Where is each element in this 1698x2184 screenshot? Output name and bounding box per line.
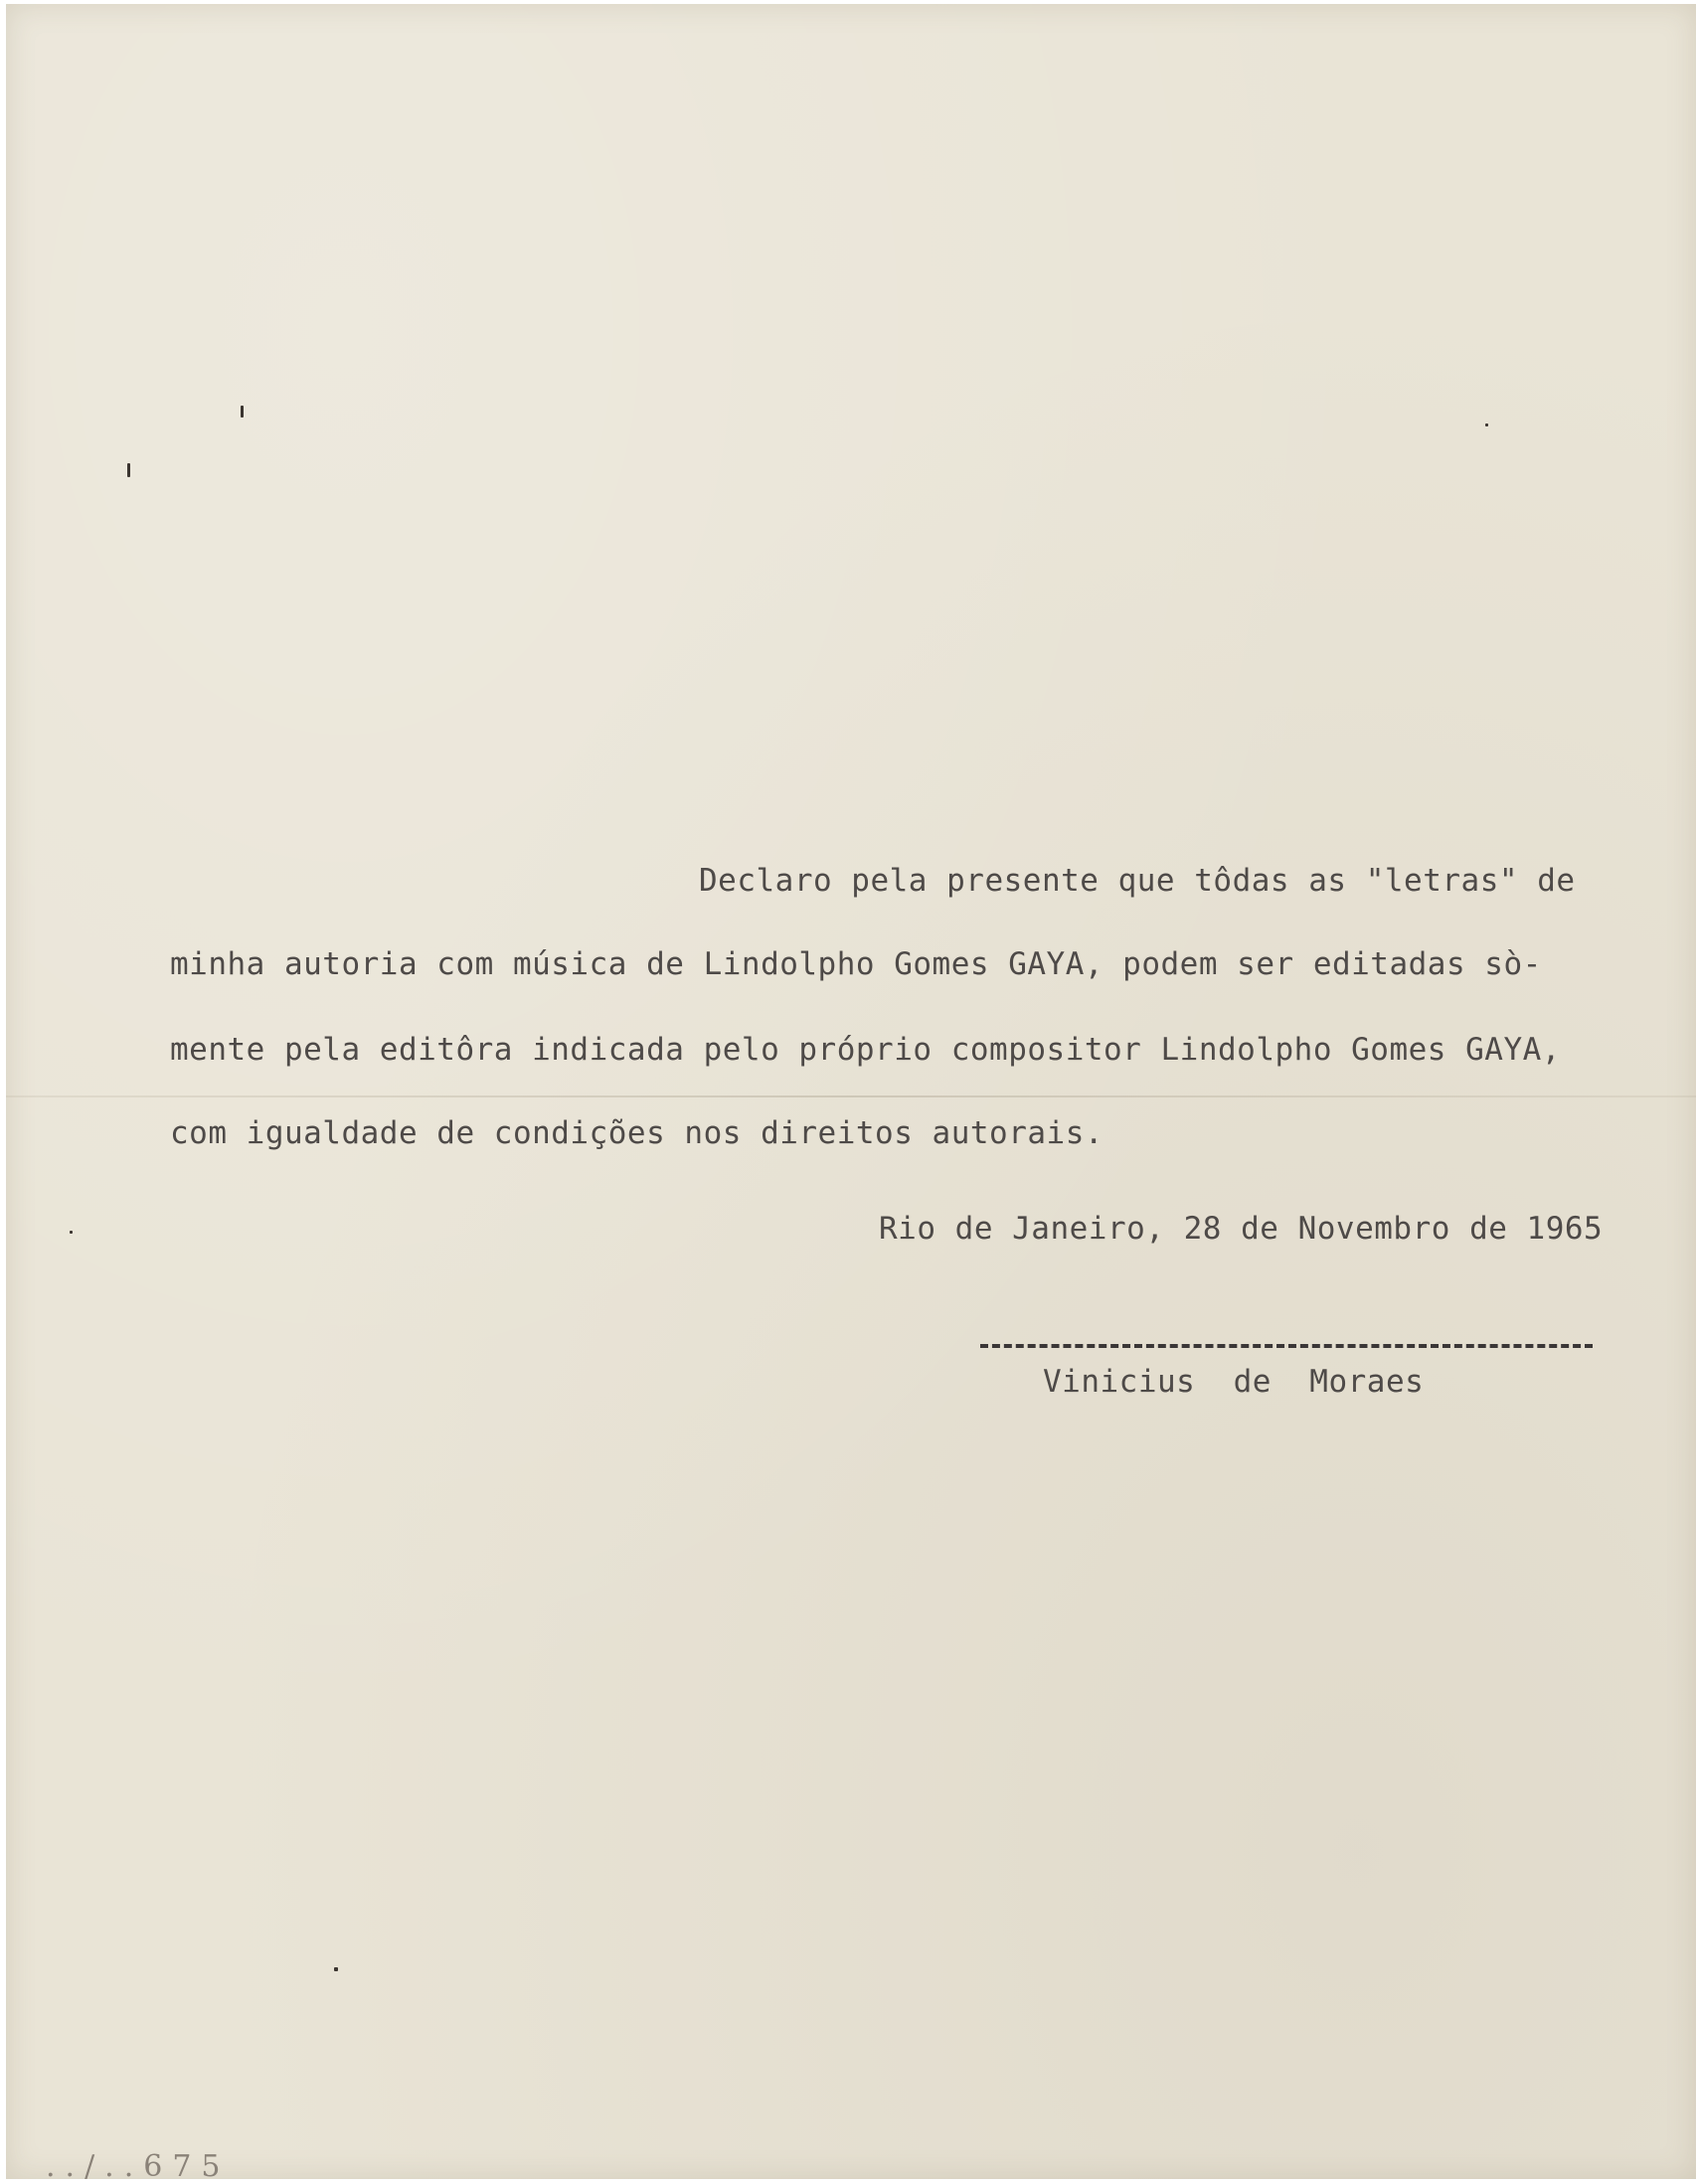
- margin-note: ../..675: [46, 2149, 231, 2184]
- letter-sheet: [6, 4, 1696, 2184]
- paper-speck: [1485, 423, 1488, 426]
- signature-line: [980, 1344, 1593, 1348]
- paper-speck: [127, 463, 130, 477]
- signatory-name: Vinicius de Moraes: [1043, 1364, 1425, 1400]
- paper-speck: [241, 406, 244, 418]
- declaration-line-3: mente pela editôra indicada pelo próprio compositor Lindolpho Gomes GAYA,: [170, 1032, 1561, 1068]
- declaration-line-1: Declaro pela presente que tôdas as "letras" de: [699, 863, 1576, 899]
- paper-fold-crease: [6, 1095, 1696, 1097]
- paper-speck: [70, 1231, 73, 1234]
- declaration-line-4: com igualdade de condições nos direitos autorais.: [170, 1115, 1104, 1151]
- paper-speck: [334, 1967, 338, 1971]
- declaration-line-2: minha autoria com música de Lindolpho Gomes GAYA, podem ser editadas sò-: [170, 946, 1542, 982]
- place-and-date: Rio de Janeiro, 28 de Novembro de 1965: [879, 1211, 1604, 1247]
